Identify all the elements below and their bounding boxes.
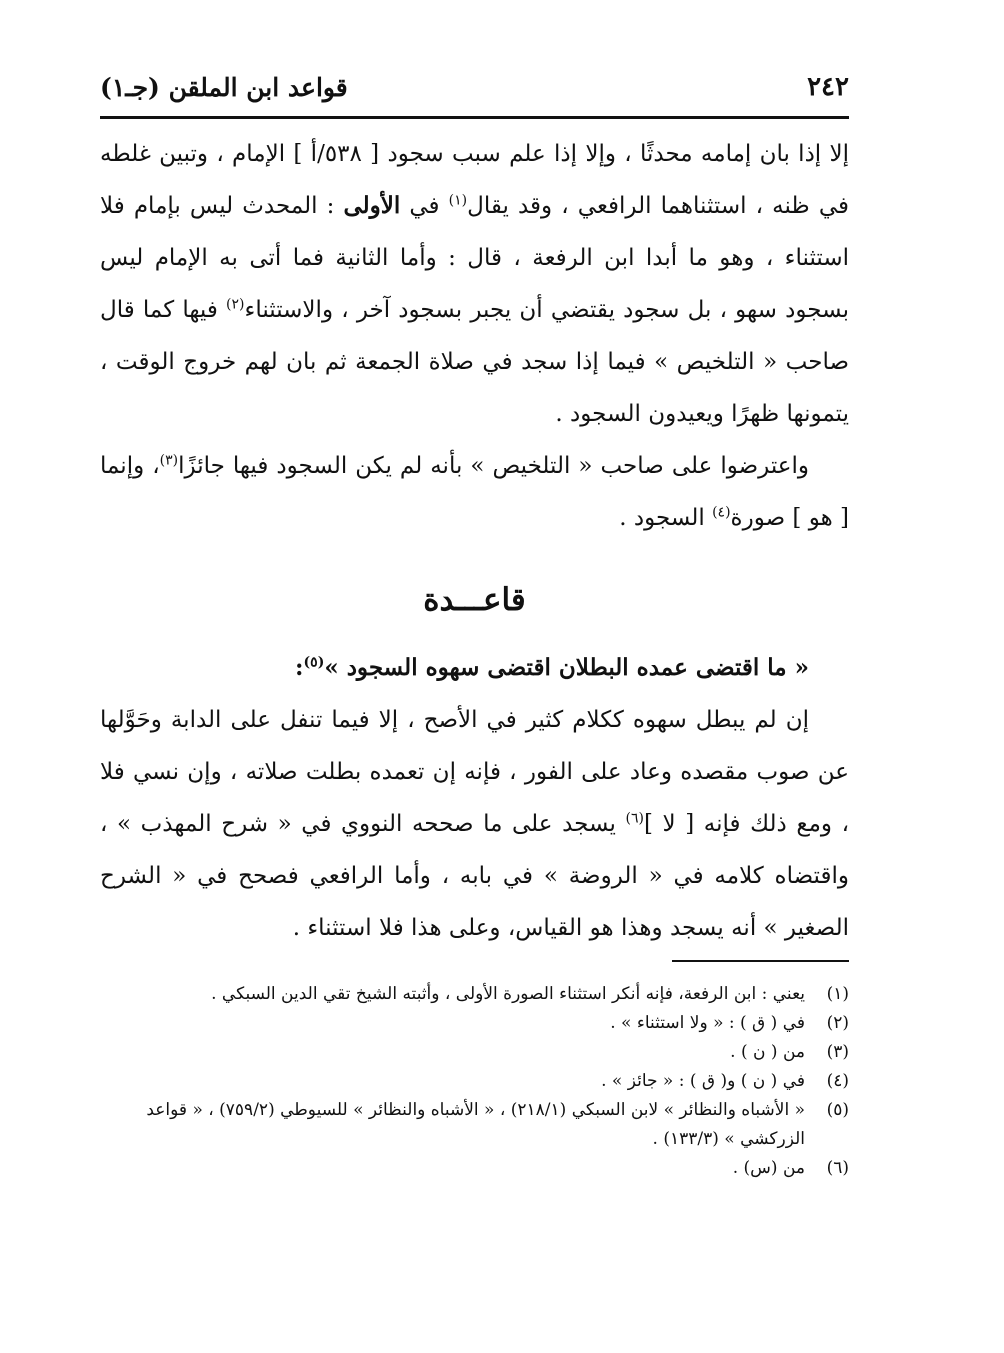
footnote-item	[100, 1067, 849, 1096]
footnote-text: في ( ق ) : « ولا استثناء » .	[610, 1013, 805, 1033]
text-run: ، وإنما [ هو ] صورة	[100, 453, 849, 531]
footnote-item	[100, 1154, 849, 1183]
text-run: السجود .	[619, 505, 713, 531]
text-run: في	[400, 193, 449, 219]
footnote-item	[100, 1096, 849, 1154]
footnote-number: (٤)	[826, 1071, 849, 1091]
text-run: إلا إذا بان إمامه محدثًا ، وإلا إذا علم سبب سجود [ ٥٣٨/أ ] الإمام ، وتبين غلطه في ظنه ، استثناهما الرافعي ، وقد يقال	[100, 141, 849, 219]
footnote-item	[100, 1038, 849, 1067]
footnote-ref-6: (٦)	[625, 810, 644, 827]
emphasis-text: الأولى	[343, 192, 401, 219]
footnote-ref-5: (٥)	[303, 654, 325, 671]
text-run: فيها كما قال صاحب « التلخيص » فيما إذا سجد في صلاة الجمعة ثم بان لهم خروج الوقت ، يتمونها ظهرًا ويعيدون السجود .	[100, 297, 849, 427]
paragraph-1	[100, 128, 849, 440]
footnote-ref-2: (٢)	[226, 296, 245, 313]
header-divider	[100, 116, 849, 119]
footnote-number: (٣)	[826, 1042, 849, 1062]
footnote-number: (٦)	[826, 1158, 849, 1178]
rule-colon: :	[295, 654, 304, 681]
paragraph-3	[100, 694, 849, 954]
footnote-item	[100, 1009, 849, 1038]
text-run: واعترضوا على صاحب « التلخيص » بأنه لم يكن السجود فيها جائزًا	[178, 453, 809, 479]
paragraph-2	[100, 440, 849, 544]
book-title: قواعد ابن الملقن (جـ١)	[100, 72, 348, 102]
section-heading: قاعـــدة	[423, 582, 526, 618]
footnote-text: يعني : ابن الرفعة، فإنه أنكر استثناء الصورة الأولى ، وأثبته الشيخ تقي الدين السبكي .	[211, 984, 805, 1004]
rule-text: « ما اقتضى عمده البطلان اقتضى سهوه السجود »	[324, 654, 809, 681]
footnote-number: (٥)	[826, 1100, 849, 1120]
footnote-number: (٢)	[826, 1013, 849, 1033]
text-run: : المحدث ليس بإمام فلا استثناء ، وهو ما أبدا ابن الرفعة ، قال : وأما الثانية فما أتى به الإمام ليس بسجود سهو ، بل سجود يقتضي أن يجبر بسجود آخر ، والاستثناء	[100, 193, 849, 323]
rule-statement	[100, 642, 849, 694]
page-number: ٢٤٢	[807, 72, 849, 102]
footnote-text: في ( ن ) و( ق ) : « جائز » .	[601, 1071, 805, 1091]
page-header	[100, 62, 849, 112]
footnote-number: (١)	[826, 984, 849, 1004]
footnote-item	[100, 980, 849, 1009]
text-run: يسجد على ما صححه النووي في « شرح المهذب » ، واقتضاه كلامه في « الروضة » في بابه ، وأما الرافعي فصحح في « الشرح الصغير » أنه يسجد وهذا هو القياس، وعلى هذا فلا استثناء .	[100, 811, 849, 941]
footnotes	[100, 980, 849, 1183]
footnote-ref-4: (٤)	[712, 504, 731, 521]
main-text	[100, 128, 849, 954]
text-run: إن لم يبطل سهوه ككلام كثير في الأصح ، إلا فيما تنفل على الدابة وحَوَّلها عن صوب مقصده وعاد على الفور ، فإنه إن تعمده بطلت صلاته ، وإن نسي فلا ، ومع ذلك فإنه [ لا ]	[100, 707, 849, 837]
footnote-ref-3: (٣)	[159, 452, 179, 469]
footnote-text: من (س) .	[732, 1158, 805, 1178]
footnote-ref-1: (١)	[448, 192, 468, 209]
footnote-text: « الأشباه والنظائر » لابن السبكي (٢١٨/١) ، « الأشباه والنظائر » للسيوطي (٧٥٩/٢) ، « قواعد الزركشي » (١٣٣/٣) .	[146, 1100, 805, 1149]
footnote-divider	[672, 960, 849, 962]
footnote-text: من ( ن ) .	[730, 1042, 805, 1062]
